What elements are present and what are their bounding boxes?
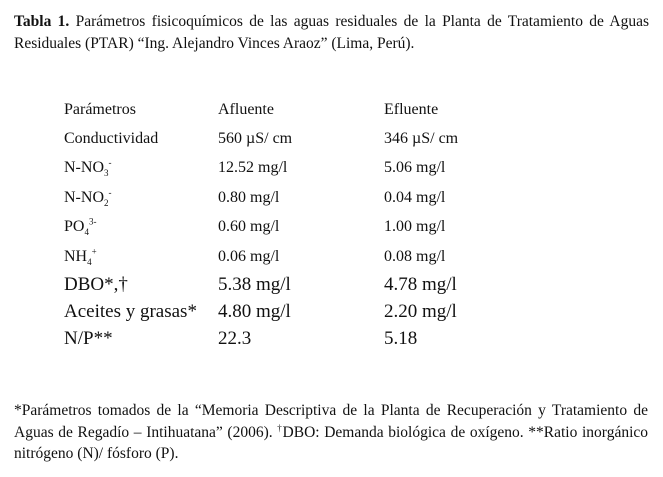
caption-text: Parámetros fisicoquímicos de las aguas residuales de la Planta de Tratamiento de Aguas Residuales (PTAR) “Ing. Alejandro Vinces Araoz” (Lima, Perú). [14, 13, 649, 52]
table-row [64, 272, 584, 299]
afluente-value: 5.38 mg/l [218, 274, 291, 295]
efluente-value: 5.06 mg/l [384, 159, 446, 177]
param-base: Conductividad [64, 129, 159, 147]
table-row [64, 154, 584, 184]
param-base: NH [64, 247, 88, 265]
efluente-value: 2.20 mg/l [384, 301, 457, 322]
afluente-value: 22.3 [218, 328, 252, 349]
efluente-value: 0.04 mg/l [384, 188, 446, 206]
efluente-value: 4.78 mg/l [384, 274, 457, 295]
parameters-table [64, 95, 584, 353]
param-superscript: - [108, 187, 112, 198]
param-subscript: 3 [104, 168, 109, 179]
param-base: N/P** [64, 328, 113, 349]
table-footnote [14, 400, 648, 465]
afluente-value: 12.52 mg/l [218, 159, 288, 177]
afluente-value: 4.80 mg/l [218, 301, 291, 322]
footnote-dagger: † [277, 422, 283, 433]
afluente-value: 560 µS/ cm [218, 129, 293, 147]
footnote-part1: *Parámetros tomados de la “Memoria Descriptiva de la Planta de Recuperación y Tratamiento de Aguas de Regadío – Intihuatana” (2006). [14, 402, 648, 441]
param-name [64, 154, 218, 184]
param-name [64, 124, 218, 154]
param-subscript: 2 [104, 197, 109, 208]
header-parametros: Parámetros [64, 100, 136, 118]
afluente-value: 0.06 mg/l [218, 247, 280, 265]
afluente-value: 0.80 mg/l [218, 188, 280, 206]
param-name [64, 213, 218, 243]
table-row [64, 213, 584, 243]
param-name [64, 299, 218, 326]
header-efluente: Efluente [384, 100, 439, 118]
param-base: DBO*,† [64, 274, 128, 295]
param-name [64, 242, 218, 272]
efluente-value: 5.18 [384, 328, 418, 349]
param-superscript: 3- [88, 216, 97, 227]
param-name [64, 326, 218, 353]
param-name [64, 272, 218, 299]
param-superscript: + [91, 246, 97, 257]
param-subscript: 4 [84, 227, 89, 238]
param-superscript: - [108, 157, 112, 168]
table-row [64, 242, 584, 272]
afluente-value: 0.60 mg/l [218, 218, 280, 236]
footnote-part2: DBO: Demanda biológica de oxígeno. **Ratio inorgánico nitrógeno (N)/ fósforo (P). [14, 423, 649, 462]
efluente-value: 1.00 mg/l [384, 218, 446, 236]
efluente-value: 0.08 mg/l [384, 247, 446, 265]
table-row [64, 183, 584, 213]
header-afluente: Afluente [218, 100, 274, 118]
table-row [64, 299, 584, 326]
param-name [64, 183, 218, 213]
caption-label: Tabla 1. [14, 13, 70, 30]
param-base: Aceites y grasas* [64, 301, 197, 322]
param-base: N-NO [64, 188, 104, 206]
efluente-value: 346 µS/ cm [384, 129, 459, 147]
table-caption [14, 11, 649, 55]
param-base: PO [64, 218, 85, 236]
table-header-row [64, 95, 584, 124]
table-row [64, 124, 584, 154]
param-base: N-NO [64, 159, 104, 177]
table-row [64, 326, 584, 353]
param-subscript: 4 [87, 256, 92, 267]
